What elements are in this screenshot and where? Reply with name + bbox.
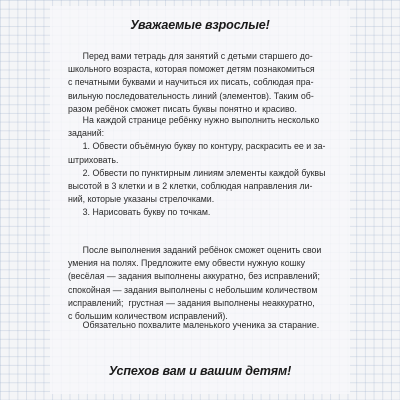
praise-paragraph xyxy=(68,319,336,332)
text-line: После выполнения заданий ребёнок сможет оценить свои xyxy=(68,245,322,255)
text-line: заданий: xyxy=(68,128,105,139)
text-line: высотой в 3 клетки и в 2 клетки, соблюдая направления ли- xyxy=(68,181,313,192)
text-line: с большим количеством исправлений). xyxy=(68,311,228,322)
task-item-3: 3. Нарисовать букву по точкам. xyxy=(68,207,211,218)
text-line: исправлений; грустная — задания выполнены неаккуратно, xyxy=(68,297,315,308)
text-line: штриховать. xyxy=(68,154,119,165)
text-line: разом ребёнок сможет писать буквы понятно и красиво. xyxy=(68,103,297,114)
task-item-1: 1. Обвести объёмную букву по контуру, раскрасить ее и за- xyxy=(68,141,326,152)
text-line: (весёлая — задания выполнены аккуратно, без исправлений; xyxy=(68,271,320,282)
evaluation-paragraph xyxy=(68,244,336,323)
task-item-2: 2. Обвести по пунктирным линиям элементы каждой буквы xyxy=(68,167,326,178)
text-line: школьного возраста, которая поможет детям познакомиться xyxy=(68,64,315,75)
text-line: Обязательно похвалите маленького ученика за старание. xyxy=(68,320,320,330)
text-line: Перед вами тетрадь для занятий с детьми старшего до- xyxy=(68,51,313,61)
text-line: На каждой странице ребёнку нужно выполнить несколько xyxy=(68,115,320,125)
page-title: Уважаемые взрослые! xyxy=(130,18,270,32)
text-line: вильную последовательность линий (элементов). Таким об- xyxy=(68,90,314,101)
text-line: спокойная — задания выполнены с небольшим количеством xyxy=(68,284,318,295)
text-line: умения на полях. Предложите ему обвести нужную кошку xyxy=(68,258,306,269)
closing-wish: Успехов вам и вашим детям! xyxy=(108,364,292,378)
text-line: ний, которые указаны стрелочками. xyxy=(68,194,215,205)
text-line: с печатными буквами и научиться их писать, соблюдая пра- xyxy=(68,77,314,88)
tasks-paragraph xyxy=(68,114,336,220)
instruction-page xyxy=(50,6,350,394)
intro-paragraph xyxy=(68,50,336,116)
